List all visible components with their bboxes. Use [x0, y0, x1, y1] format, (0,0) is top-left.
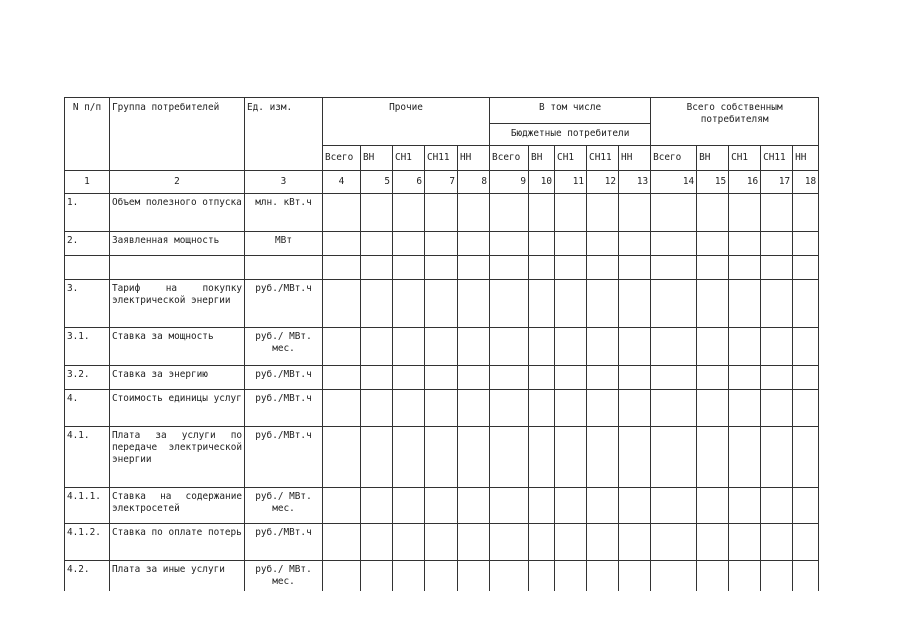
value-cell[interactable]	[761, 390, 793, 427]
row-number: 4.	[65, 390, 110, 427]
row-unit: руб./ МВт. мес.	[245, 328, 323, 366]
row-number: 4.1.2.	[65, 524, 110, 561]
value-cell[interactable]	[793, 256, 819, 280]
value-cell[interactable]	[458, 280, 490, 328]
table-row	[65, 256, 819, 280]
value-cell[interactable]	[619, 194, 651, 232]
value-cell[interactable]	[587, 524, 619, 561]
value-cell[interactable]	[529, 328, 555, 366]
value-cell[interactable]	[587, 256, 619, 280]
value-cell[interactable]	[651, 427, 697, 488]
value-cell[interactable]	[729, 488, 761, 524]
value-cell[interactable]	[587, 390, 619, 427]
value-cell[interactable]	[529, 256, 555, 280]
value-cell[interactable]	[490, 524, 529, 561]
value-cell[interactable]	[458, 232, 490, 256]
value-cell[interactable]	[793, 561, 819, 592]
value-cell[interactable]	[793, 524, 819, 561]
column-number-cell: 5	[361, 171, 393, 194]
value-cell[interactable]	[729, 561, 761, 592]
value-cell[interactable]	[361, 524, 393, 561]
table-row	[65, 194, 819, 232]
value-cell[interactable]	[393, 256, 425, 280]
value-cell[interactable]	[361, 256, 393, 280]
value-cell[interactable]	[651, 194, 697, 232]
row-unit: руб./ МВт. мес.	[245, 488, 323, 524]
value-cell[interactable]	[425, 561, 458, 592]
column-number-cell: 3	[245, 171, 323, 194]
value-cell[interactable]	[651, 256, 697, 280]
value-cell[interactable]	[425, 366, 458, 390]
value-cell[interactable]	[490, 328, 529, 366]
row-group-name: Объем полезного отпуска	[110, 194, 245, 232]
tariff-table	[64, 97, 819, 591]
subheader-cell: СН1	[393, 146, 425, 171]
row-group-name: Тариф на покупку электрической энергии	[110, 280, 245, 328]
value-cell[interactable]	[490, 390, 529, 427]
row-group-name: Плата за услуги по передаче электрической энергии	[110, 427, 245, 488]
table-row	[65, 328, 819, 366]
value-cell[interactable]	[761, 194, 793, 232]
value-cell[interactable]	[697, 194, 729, 232]
row-unit: руб./ МВт. мес.	[245, 561, 323, 592]
value-cell[interactable]	[619, 561, 651, 592]
table-row	[65, 366, 819, 390]
value-cell[interactable]	[761, 366, 793, 390]
value-cell[interactable]	[587, 280, 619, 328]
header-own-consumers: Всего собственным потребителям	[651, 98, 819, 146]
row-unit: руб./МВт.ч	[245, 280, 323, 328]
value-cell[interactable]	[729, 256, 761, 280]
value-cell[interactable]	[361, 328, 393, 366]
value-cell[interactable]	[651, 390, 697, 427]
value-cell[interactable]	[587, 427, 619, 488]
header-including: В том числе	[490, 98, 651, 124]
subheader-cell: СН11	[587, 146, 619, 171]
value-cell[interactable]	[651, 328, 697, 366]
row-unit	[245, 256, 323, 280]
value-cell[interactable]	[587, 328, 619, 366]
value-cell[interactable]	[393, 280, 425, 328]
value-cell[interactable]	[697, 427, 729, 488]
row-group-name: Заявленная мощность	[110, 232, 245, 256]
value-cell[interactable]	[555, 280, 587, 328]
subheader-cell: СН1	[555, 146, 587, 171]
table-row	[65, 390, 819, 427]
row-number: 4.2.	[65, 561, 110, 592]
column-number-cell: 17	[761, 171, 793, 194]
column-number-cell: 8	[458, 171, 490, 194]
value-cell[interactable]	[555, 488, 587, 524]
value-cell[interactable]	[555, 427, 587, 488]
value-cell[interactable]	[393, 194, 425, 232]
value-cell[interactable]	[555, 232, 587, 256]
subheader-cell: ВН	[529, 146, 555, 171]
value-cell[interactable]	[458, 256, 490, 280]
value-cell[interactable]	[393, 328, 425, 366]
value-cell[interactable]	[458, 524, 490, 561]
value-cell[interactable]	[529, 366, 555, 390]
row-unit: млн. кВт.ч	[245, 194, 323, 232]
value-cell[interactable]	[761, 232, 793, 256]
value-cell[interactable]	[793, 232, 819, 256]
value-cell[interactable]	[619, 256, 651, 280]
column-number-cell: 9	[490, 171, 529, 194]
value-cell[interactable]	[425, 256, 458, 280]
subheader-cell: ВН	[361, 146, 393, 171]
subheader-cell: Всего	[490, 146, 529, 171]
value-cell[interactable]	[323, 427, 361, 488]
value-cell[interactable]	[458, 390, 490, 427]
row-unit: руб./МВт.ч	[245, 427, 323, 488]
value-cell[interactable]	[619, 488, 651, 524]
value-cell[interactable]	[490, 561, 529, 592]
column-number-cell: 2	[110, 171, 245, 194]
value-cell[interactable]	[490, 256, 529, 280]
row-group-name: Стоимость единицы услуг	[110, 390, 245, 427]
value-cell[interactable]	[761, 561, 793, 592]
value-cell[interactable]	[761, 256, 793, 280]
value-cell[interactable]	[425, 427, 458, 488]
row-number: 2.	[65, 232, 110, 256]
header-group: Группа потребителей	[110, 98, 245, 171]
value-cell[interactable]	[697, 256, 729, 280]
value-cell[interactable]	[361, 488, 393, 524]
column-number-cell: 7	[425, 171, 458, 194]
value-cell[interactable]	[619, 328, 651, 366]
row-group-name	[110, 256, 245, 280]
tariff-table-container	[64, 97, 819, 591]
value-cell[interactable]	[323, 280, 361, 328]
value-cell[interactable]	[619, 524, 651, 561]
value-cell[interactable]	[697, 524, 729, 561]
value-cell[interactable]	[323, 390, 361, 427]
value-cell[interactable]	[761, 524, 793, 561]
value-cell[interactable]	[729, 366, 761, 390]
value-cell[interactable]	[323, 328, 361, 366]
row-group-name: Ставка по оплате потерь	[110, 524, 245, 561]
value-cell[interactable]	[425, 390, 458, 427]
value-cell[interactable]	[587, 194, 619, 232]
table-row	[65, 488, 819, 524]
value-cell[interactable]	[323, 256, 361, 280]
value-cell[interactable]	[729, 280, 761, 328]
value-cell[interactable]	[793, 328, 819, 366]
header-other: Прочие	[323, 98, 490, 146]
value-cell[interactable]	[490, 280, 529, 328]
row-number: 3.	[65, 280, 110, 328]
value-cell[interactable]	[793, 194, 819, 232]
row-unit: руб./МВт.ч	[245, 390, 323, 427]
column-number-cell: 1	[65, 171, 110, 194]
row-number: 4.1.	[65, 427, 110, 488]
value-cell[interactable]	[458, 366, 490, 390]
subheader-cell: СН11	[425, 146, 458, 171]
value-cell[interactable]	[619, 427, 651, 488]
value-cell[interactable]	[587, 232, 619, 256]
value-cell[interactable]	[555, 524, 587, 561]
row-number: 1.	[65, 194, 110, 232]
value-cell[interactable]	[587, 561, 619, 592]
row-unit: руб./МВт.ч	[245, 524, 323, 561]
value-cell[interactable]	[619, 232, 651, 256]
value-cell[interactable]	[361, 194, 393, 232]
value-cell[interactable]	[361, 366, 393, 390]
value-cell[interactable]	[425, 194, 458, 232]
value-cell[interactable]	[793, 280, 819, 328]
column-number-cell: 14	[651, 171, 697, 194]
row-group-name: Ставка за энергию	[110, 366, 245, 390]
value-cell[interactable]	[323, 194, 361, 232]
value-cell[interactable]	[555, 366, 587, 390]
subheader-cell: Всего	[651, 146, 697, 171]
value-cell[interactable]	[793, 390, 819, 427]
value-cell[interactable]	[393, 488, 425, 524]
row-number: 4.1.1.	[65, 488, 110, 524]
row-number: 3.1.	[65, 328, 110, 366]
subheader-cell: СН11	[761, 146, 793, 171]
value-cell[interactable]	[729, 328, 761, 366]
value-cell[interactable]	[587, 366, 619, 390]
header-budget-consumers: Бюджетные потребители	[490, 124, 651, 146]
value-cell[interactable]	[529, 427, 555, 488]
table-row	[65, 427, 819, 488]
value-cell[interactable]	[761, 427, 793, 488]
value-cell[interactable]	[697, 232, 729, 256]
value-cell[interactable]	[555, 328, 587, 366]
value-cell[interactable]	[529, 232, 555, 256]
value-cell[interactable]	[651, 488, 697, 524]
value-cell[interactable]	[697, 328, 729, 366]
value-cell[interactable]	[393, 232, 425, 256]
column-number-cell: 6	[393, 171, 425, 194]
table-row	[65, 524, 819, 561]
value-cell[interactable]	[490, 366, 529, 390]
value-cell[interactable]	[361, 427, 393, 488]
value-cell[interactable]	[323, 524, 361, 561]
subheader-cell: НН	[793, 146, 819, 171]
value-cell[interactable]	[425, 488, 458, 524]
column-number-cell: 13	[619, 171, 651, 194]
value-cell[interactable]	[697, 280, 729, 328]
value-cell[interactable]	[458, 427, 490, 488]
value-cell[interactable]	[555, 256, 587, 280]
value-cell[interactable]	[619, 280, 651, 328]
value-cell[interactable]	[393, 390, 425, 427]
value-cell[interactable]	[490, 232, 529, 256]
value-cell[interactable]	[458, 328, 490, 366]
value-cell[interactable]	[529, 390, 555, 427]
value-cell[interactable]	[529, 524, 555, 561]
column-number-cell: 10	[529, 171, 555, 194]
row-group-name: Плата за иные услуги	[110, 561, 245, 592]
table-row	[65, 561, 819, 592]
value-cell[interactable]	[761, 328, 793, 366]
value-cell[interactable]	[458, 194, 490, 232]
value-cell[interactable]	[729, 232, 761, 256]
value-cell[interactable]	[651, 232, 697, 256]
subheader-cell: НН	[458, 146, 490, 171]
value-cell[interactable]	[361, 280, 393, 328]
subheader-cell: Всего	[323, 146, 361, 171]
value-cell[interactable]	[697, 561, 729, 592]
row-unit: руб./МВт.ч	[245, 366, 323, 390]
value-cell[interactable]	[361, 561, 393, 592]
value-cell[interactable]	[761, 280, 793, 328]
subheader-cell: НН	[619, 146, 651, 171]
value-cell[interactable]	[458, 488, 490, 524]
row-group-name: Ставка за мощность	[110, 328, 245, 366]
value-cell[interactable]	[323, 232, 361, 256]
value-cell[interactable]	[490, 427, 529, 488]
value-cell[interactable]	[393, 427, 425, 488]
value-cell[interactable]	[529, 561, 555, 592]
value-cell[interactable]	[425, 280, 458, 328]
table-row	[65, 232, 819, 256]
value-cell[interactable]	[361, 390, 393, 427]
value-cell[interactable]	[697, 488, 729, 524]
value-cell[interactable]	[393, 524, 425, 561]
value-cell[interactable]	[323, 366, 361, 390]
value-cell[interactable]	[729, 390, 761, 427]
header-num: N п/п	[65, 98, 110, 171]
value-cell[interactable]	[458, 561, 490, 592]
value-cell[interactable]	[651, 561, 697, 592]
column-number-cell: 11	[555, 171, 587, 194]
table-row	[65, 280, 819, 328]
row-group-name: Ставка на содержание электросетей	[110, 488, 245, 524]
column-number-cell: 16	[729, 171, 761, 194]
header-unit: Ед. изм.	[245, 98, 323, 171]
value-cell[interactable]	[697, 366, 729, 390]
value-cell[interactable]	[555, 561, 587, 592]
value-cell[interactable]	[529, 280, 555, 328]
value-cell[interactable]	[587, 488, 619, 524]
value-cell[interactable]	[323, 488, 361, 524]
subheader-cell: СН1	[729, 146, 761, 171]
column-number-cell: 15	[697, 171, 729, 194]
value-cell[interactable]	[619, 366, 651, 390]
value-cell[interactable]	[651, 280, 697, 328]
value-cell[interactable]	[651, 524, 697, 561]
row-number	[65, 256, 110, 280]
value-cell[interactable]	[793, 427, 819, 488]
value-cell[interactable]	[555, 194, 587, 232]
value-cell[interactable]	[490, 488, 529, 524]
value-cell[interactable]	[393, 561, 425, 592]
value-cell[interactable]	[619, 390, 651, 427]
subheader-cell: ВН	[697, 146, 729, 171]
value-cell[interactable]	[729, 524, 761, 561]
value-cell[interactable]	[425, 232, 458, 256]
value-cell[interactable]	[323, 561, 361, 592]
column-number-cell: 18	[793, 171, 819, 194]
value-cell[interactable]	[529, 488, 555, 524]
row-number: 3.2.	[65, 366, 110, 390]
value-cell[interactable]	[793, 366, 819, 390]
column-number-cell: 4	[323, 171, 361, 194]
column-number-cell: 12	[587, 171, 619, 194]
value-cell[interactable]	[393, 366, 425, 390]
value-cell[interactable]	[761, 488, 793, 524]
value-cell[interactable]	[425, 328, 458, 366]
value-cell[interactable]	[729, 194, 761, 232]
row-unit: МВт	[245, 232, 323, 256]
value-cell[interactable]	[793, 488, 819, 524]
value-cell[interactable]	[729, 427, 761, 488]
value-cell[interactable]	[529, 194, 555, 232]
value-cell[interactable]	[555, 390, 587, 427]
value-cell[interactable]	[361, 232, 393, 256]
value-cell[interactable]	[651, 366, 697, 390]
value-cell[interactable]	[425, 524, 458, 561]
value-cell[interactable]	[490, 194, 529, 232]
value-cell[interactable]	[697, 390, 729, 427]
